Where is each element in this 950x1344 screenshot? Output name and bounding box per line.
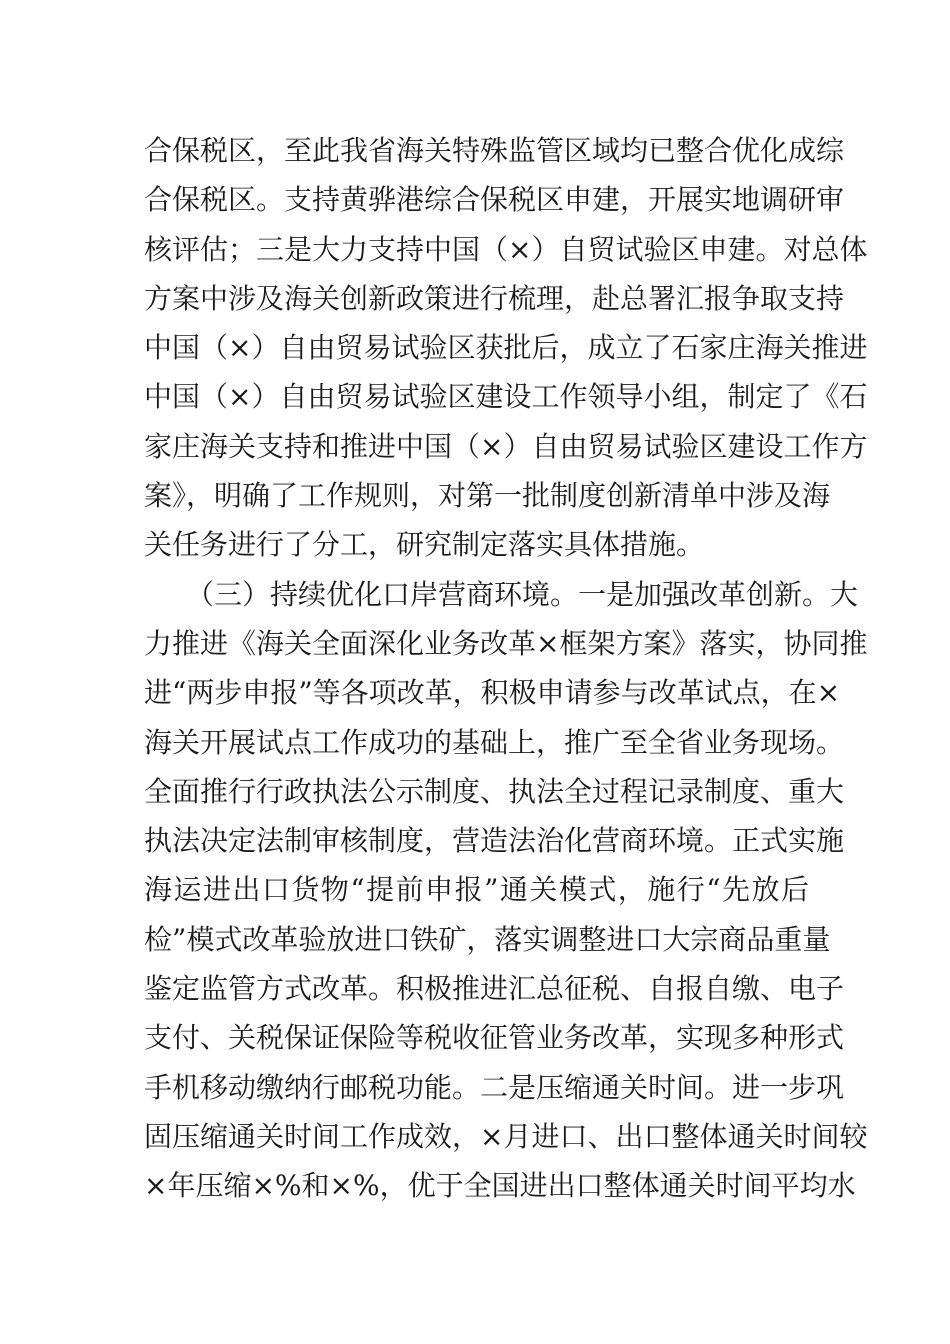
- text-line-4: 方案中涉及海关创新政策进行梳理，赴总署汇报争取支持: [144, 281, 845, 315]
- text-line-19: 支付、关税保证保险等税收征管业务改革，实现多种形式: [144, 1021, 845, 1055]
- text-line-12: 进“两步申报”等各项改革，积极申请参与改革试点，在×: [144, 676, 841, 710]
- text-line-6: 中国（×）自由贸易试验区建设工作领导小组，制定了《石: [144, 380, 868, 414]
- text-line-18: 鉴定监管方式改革。积极推进汇总征税、自报自缴、电子: [144, 972, 845, 1006]
- text-line-15: 执法决定法制审核制度，营造法治化营商环境。正式实施: [144, 824, 845, 858]
- text-line-14: 全面推行行政执法公示制度、执法全过程记录制度、重大: [144, 774, 845, 808]
- text-line-20: 手机移动缴纳行邮税功能。二是压缩通关时间。进一步巩: [144, 1070, 845, 1104]
- text-line-3: 核评估；三是大力支持中国（×）自贸试验区申建。对总体: [144, 232, 868, 266]
- text-line-22: ×年压缩×%和×%，优于全国进出口整体通关时间平均水: [144, 1169, 856, 1203]
- text-line-7: 家庄海关支持和推进中国（×）自由贸易试验区建设工作方: [144, 429, 868, 463]
- text-line-16: 海运进出口货物“提前申报”通关模式，施行“先放后: [144, 873, 809, 907]
- text-line-13: 海关开展试点工作成功的基础上，推广至全省业务现场。: [144, 725, 845, 759]
- text-line-17: 检”模式改革验放进口铁矿，落实调整进口大宗商品重量: [144, 922, 831, 956]
- text-line-1: 合保税区，至此我省海关特殊监管区域均已整合优化成综: [144, 134, 845, 167]
- text-line-9: 关任务进行了分工，研究制定落实具体措施。: [144, 528, 705, 562]
- text-line-5: 中国（×）自由贸易试验区获批后，成立了石家庄海关推进: [144, 331, 868, 365]
- text-line-11: 力推进《海关全面深化业务改革×框架方案》落实，协同推: [144, 626, 868, 660]
- text-line-8: 案》，明确了工作规则，对第一批制度创新清单中涉及海: [144, 479, 831, 513]
- text-line-21: 固压缩通关时间工作成效，×月进口、出口整体通关时间较: [144, 1119, 868, 1153]
- body-text: [144, 126, 868, 1211]
- text-line-10: （三）持续优化口岸营商环境。一是加强改革创新。大: [144, 577, 859, 611]
- text-line-2: 合保税区。支持黄骅港综合保税区申建，开展实地调研审: [144, 183, 845, 217]
